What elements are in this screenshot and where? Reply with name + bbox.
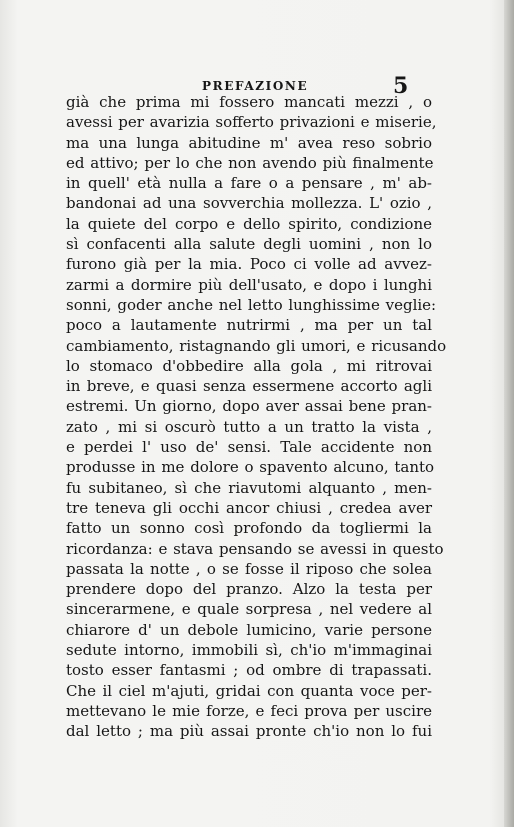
text-line: sonni, goder anche nel letto lunghissime veglie: [66,295,437,314]
text-line: fatto un sonno così profondo da togliermi la [66,519,432,538]
text-line: in breve, e quasi senza essermene accorto agli [66,377,432,396]
text-line: prendere dopo del pranzo. Alzo la testa per [66,580,432,599]
text-line: dal letto ; ma più assai pronte ch'io non lo fui [66,722,432,741]
text-line: avessi per avarizia sofferto privazioni e miserie, [66,113,437,132]
text-line: zarmi a dormire più dell'usato, e dopo i lunghi [66,275,432,294]
text-line: fu subitaneo, sì che riavutomi alquanto , men- [66,478,432,497]
text-line: tre teneva gli occhi ancor chiusi , credea aver [66,498,432,517]
text-line: poco a lautamente nutrirmi , ma per un tal [66,316,432,335]
text-line: sincerarmene, e quale sorpresa , nel vedere al [66,600,432,619]
page-edge-shadow [504,0,514,827]
text-line: ricordanza: e stava pensando se avessi in questo [66,539,444,558]
text-line: produsse in me dolore o spavento alcuno, tanto [66,458,435,477]
text-line: sedute intorno, immobili sì, ch'io m'immaginai [66,641,432,660]
text-line: furono già per la mia. Poco ci volle ad avvez- [66,255,432,274]
text-line: ma una lunga abitudine m' avea reso sobrio [66,133,432,152]
text-line: estremi. Un giorno, dopo aver assai bene pran- [66,397,432,416]
page-number: 5 [393,73,409,99]
text-line: zato , mi si oscurò tutto a un tratto la vista , [66,417,432,436]
text-line: passata la notte , o se fosse il riposo che solea [66,559,432,578]
text-line: tosto esser fantasmi ; od ombre di trapassati. [66,661,432,680]
text-line: la quiete del corpo e dello spirito, condizione [66,214,432,233]
body-text [66,92,447,742]
text-line: già che prima mi fossero mancati mezzi , o [66,93,432,111]
chapter-title: PREFAZIONE [202,79,309,93]
text-line: chiarore d' un debole lumicino, varie persone [66,620,432,639]
text-line: mettevano le mie forze, e feci prova per uscire [66,701,432,720]
text-line: lo stomaco d'obbedire alla gola , mi ritrovai [66,356,432,375]
text-line: Che il ciel m'ajuti, gridai con quanta voce per- [66,681,432,700]
text-line: bandonai ad una sovverchia mollezza. L' ozio , [66,194,432,213]
text-line: e perdei l' uso de' sensi. Tale accidente non [66,438,432,457]
text-line: sì confacenti alla salute degli uomini , non lo [66,235,432,254]
text-line: in quell' età nulla a fare o a pensare , m' ab- [66,174,432,193]
text-line: cambiamento, ristagnando gli umori, e ricusando [66,336,447,355]
text-line: ed attivo; per lo che non avendo più finalmente [66,153,434,172]
